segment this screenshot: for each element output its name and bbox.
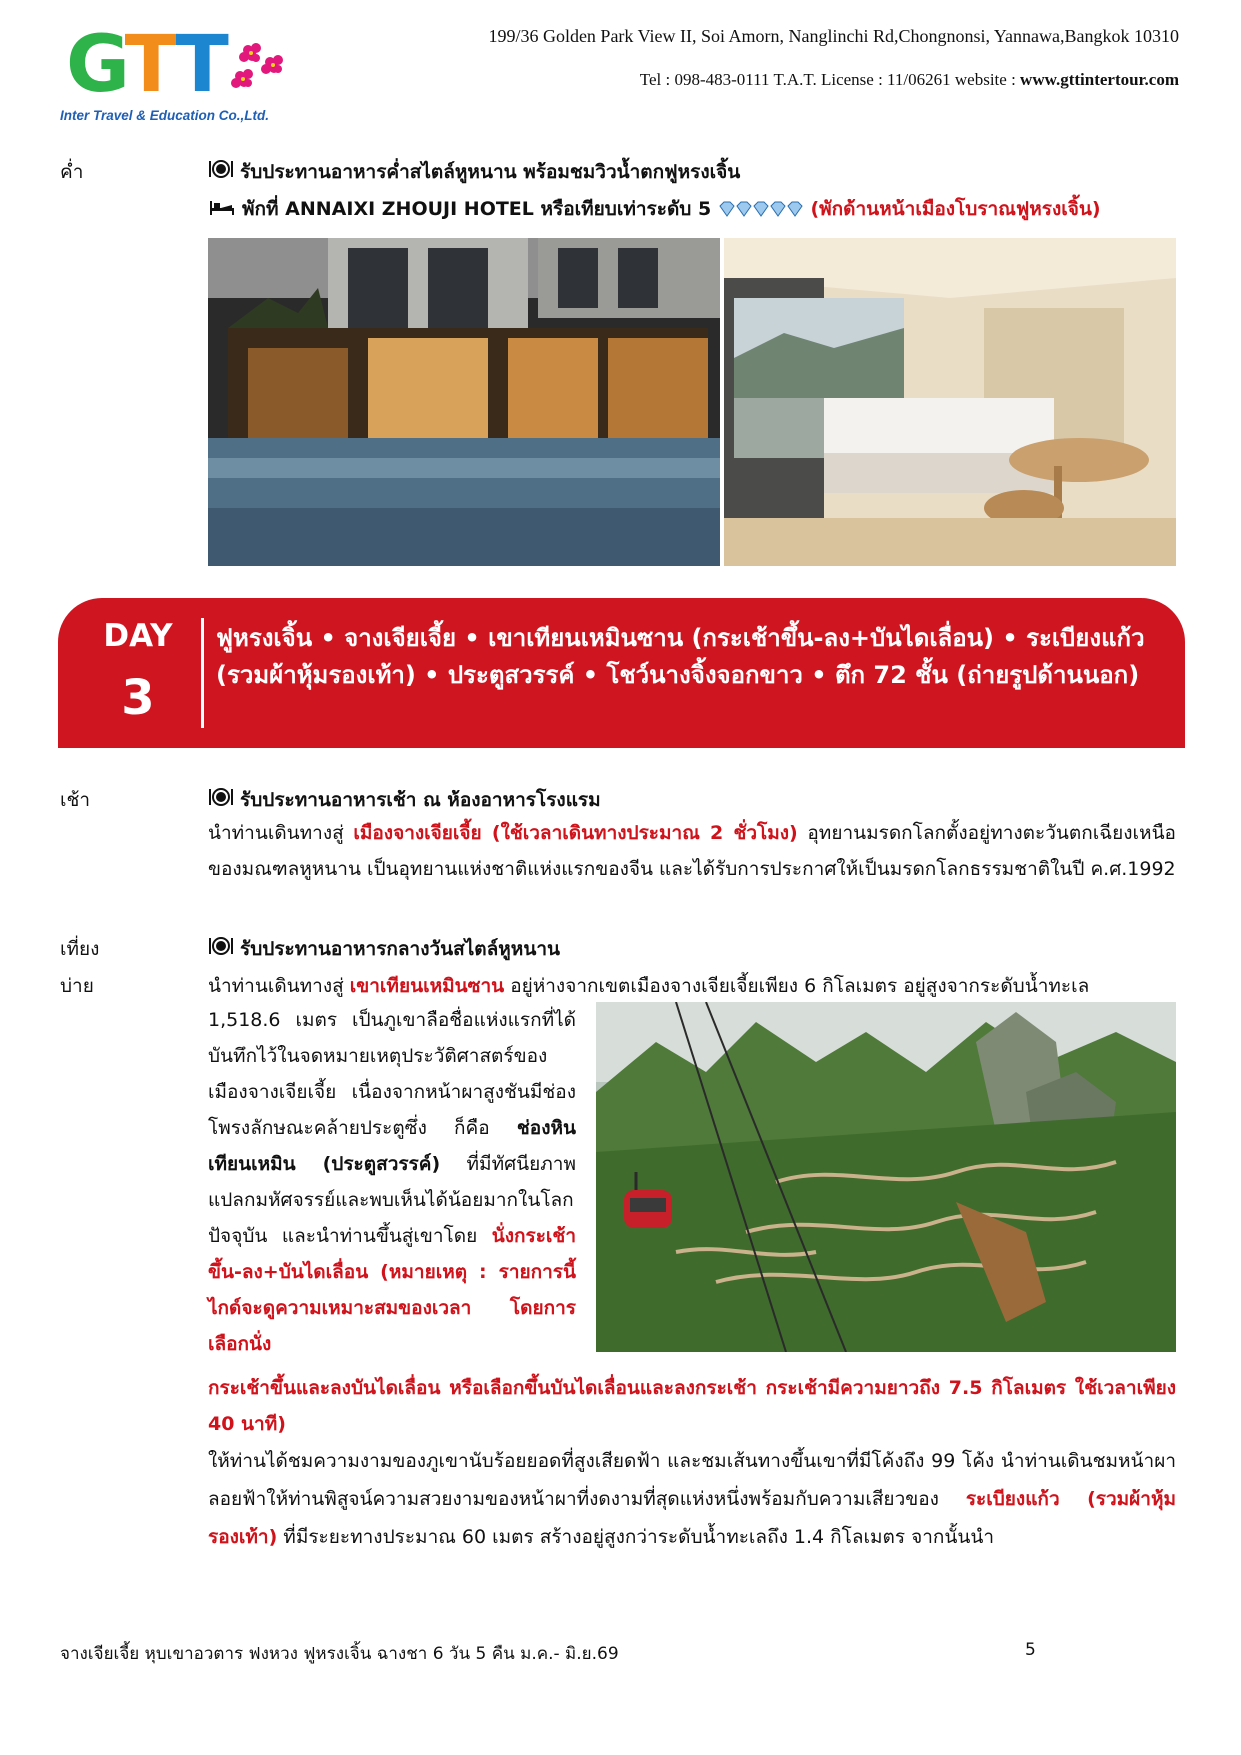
- day-divider: [201, 618, 204, 728]
- lunch-meal-text: รับประทานอาหารกลางวันสไตล์หูหนาน: [240, 938, 560, 960]
- meal-icon: [208, 935, 234, 957]
- morning-text-prefix: นำท่านเดินทางสู่: [208, 822, 354, 844]
- diamond-icon: [718, 201, 804, 217]
- afternoon-text-prefix: นำท่านเดินทางสู่: [208, 975, 350, 997]
- meal-icon: [208, 158, 234, 180]
- day-label: DAY: [103, 618, 173, 654]
- glass-skywalk-highlight: ระเบียงแก้ว (รวมผ้าหุ้มรองเท้า): [208, 1488, 1176, 1548]
- contact-line: [640, 70, 1179, 90]
- logo-subtitle: Inter Travel & Education Co.,Ltd.: [60, 108, 270, 123]
- hotel-rating-diamonds: [718, 200, 804, 222]
- hotel-text: พักที่ ANNAIXI ZHOUJI HOTEL หรือเทียบเท่าระดับ 5: [242, 198, 712, 220]
- side-text-1: 1,518.6 เมตร เป็นภูเขาลือชื่อแห่งแรกที่ได้บันทึกไว้ในจดหมายเหตุประวัติศาสตร์ของเมืองจางเจียเจี้ย เนื่องจากหน้าผาสูงชันมีช่องโพรงลักษณะคล้ายประตูซึ่ง ก็คือ: [208, 1009, 576, 1139]
- morning-label: เช้า: [60, 789, 91, 811]
- cablecar-note-red: นั่งกระเช้าขึ้น-ลง+บันไดเลื่อน (หมายเหตุ : รายการนี้ไกด์จะดูความเหมาะสมของเวลา โดยการเลือกนั่ง: [208, 1225, 576, 1355]
- morning-paragraph: [208, 815, 1176, 887]
- hotel-room-photo: [724, 238, 1176, 566]
- final-text-prefix: ให้ท่านได้ชมความงามของภูเขานับร้อยยอดที่สูงเสียดฟ้า และชมเส้นทางขึ้นเขาที่มีโค้งถึง 99 โค้ง นำท่านเดินชมหน้าผาลอยฟ้าให้ท่านพิสูจน์ความสวยงามของหน้าผาที่งดงามที่สุดแห่งหนึ่งพร้อมกับความเสียวของ: [208, 1450, 1176, 1510]
- flower-icon: [226, 36, 296, 106]
- red-note-continuation: [208, 1370, 1176, 1442]
- footer-title: จางเจียเจี้ย หุบเขาอวตาร ฟงหวง ฟูหรงเจิ้น ฉางชา 6 วัน 5 คืน ม.ค.- มิ.ย.69: [60, 1644, 619, 1664]
- lunch-label: เที่ยง: [60, 938, 100, 960]
- side-text-2: ที่มีทัศนียภาพแปลกมหัศจรรย์และพบเห็นได้น้อยมากในโลกปัจจุบัน และนำท่านขึ้นสู่เขาโดย: [208, 1153, 576, 1247]
- day-title: ฟูหรงเจิ้น • จางเจียเจี้ย • เขาเทียนเหมินซาน (กระเช้าขึ้น-ลง+บันไดเลื่อน) • ระเบียงแก้ว (รวมผ้าหุ้มรองเท้า) • ประตูสวรรค์ • โชว์นางจิ้งจอกขาว • ตึก 72 ชั้น (ถ่ายรูปด้านนอก): [216, 624, 1145, 689]
- hotel-note: (พักด้านหน้าเมืองโบราณฟูหรงเจิ้น): [810, 198, 1101, 220]
- company-logo: [58, 20, 270, 130]
- lunch-meal: [208, 934, 560, 964]
- tianmen-highlight: เขาเทียนเหมินซาน: [349, 975, 505, 997]
- final-text-rest: ที่มีระยะทางประมาณ 60 เมตร สร้างอยู่สูงกว่าระดับน้ำทะเลถึง 1.4 กิโลเมตร จากนั้นนำ: [277, 1526, 995, 1548]
- afternoon-text-rest: อยู่ห่างจากเขตเมืองจางเจียเจี้ยเพียง 6 กิโลเมตร อยู่สูงจากระดับน้ำทะเล: [504, 975, 1090, 997]
- heaven-gate-bold: ช่องหินเทียนเหมิน (ประตูสวรรค์): [208, 1117, 576, 1175]
- final-paragraph: [208, 1442, 1176, 1556]
- afternoon-label: บ่าย: [60, 975, 94, 997]
- company-address: 199/36 Golden Park View II, Soi Amorn, Nanglinchi Rd,Chongnonsi, Yannawa,Bangkok 10310: [488, 26, 1179, 46]
- hotel-exterior-photo: [208, 238, 720, 566]
- website-link[interactable]: www.gttintertour.com: [1020, 70, 1179, 89]
- logo-wordmark: GTT: [66, 20, 225, 110]
- dinner-meal: [208, 157, 740, 187]
- page-number: 5: [1025, 1640, 1036, 1660]
- tel-license-text: Tel : 098-483-0111 T.A.T. License : 11/06261 website :: [639, 70, 1021, 89]
- dinner-label: ค่ำ: [60, 161, 84, 183]
- morning-meal-text: รับประทานอาหารเช้า ณ ห้องอาหารโรงแรม: [240, 789, 601, 811]
- dinner-meal-text: รับประทานอาหารค่ำสไตล์หูหนาน พร้อมชมวิวน้ำตกฟูหรงเจิ้น: [240, 161, 741, 183]
- morning-text-rest: อุทยานมรดกโลกตั้งอยู่ทางตะวันตกเฉียงเหนือของมณฑลหูหนาน เป็นอุทยานแห่งชาติแห่งแรกของจีน และได้รับการประกาศให้เป็นมรดกโลกธรรมชาติในปี ค.ศ.1992: [208, 822, 1176, 880]
- afternoon-line1: [208, 971, 1089, 1001]
- tianmen-cablecar-photo: [596, 1002, 1176, 1352]
- afternoon-side-paragraph: [208, 1002, 576, 1362]
- morning-meal: [208, 785, 601, 815]
- meal-icon: [208, 786, 234, 808]
- day-number: 3: [121, 670, 155, 726]
- morning-highlight: เมืองจางเจียเจี้ย (ใช้เวลาเดินทางประมาณ 2 ชั่วโมง): [353, 822, 798, 844]
- bed-icon: [208, 197, 236, 217]
- cablecar-note-red-full: กระเช้าขึ้นและลงบันไดเลื่อน หรือเลือกขึ้นบันไดเลื่อนและลงกระเช้า กระเช้ามีความยาวถึง 7.5 กิโลเมตร ใช้เวลาเพียง 40 นาที): [208, 1377, 1176, 1435]
- hotel-line: [208, 194, 1101, 224]
